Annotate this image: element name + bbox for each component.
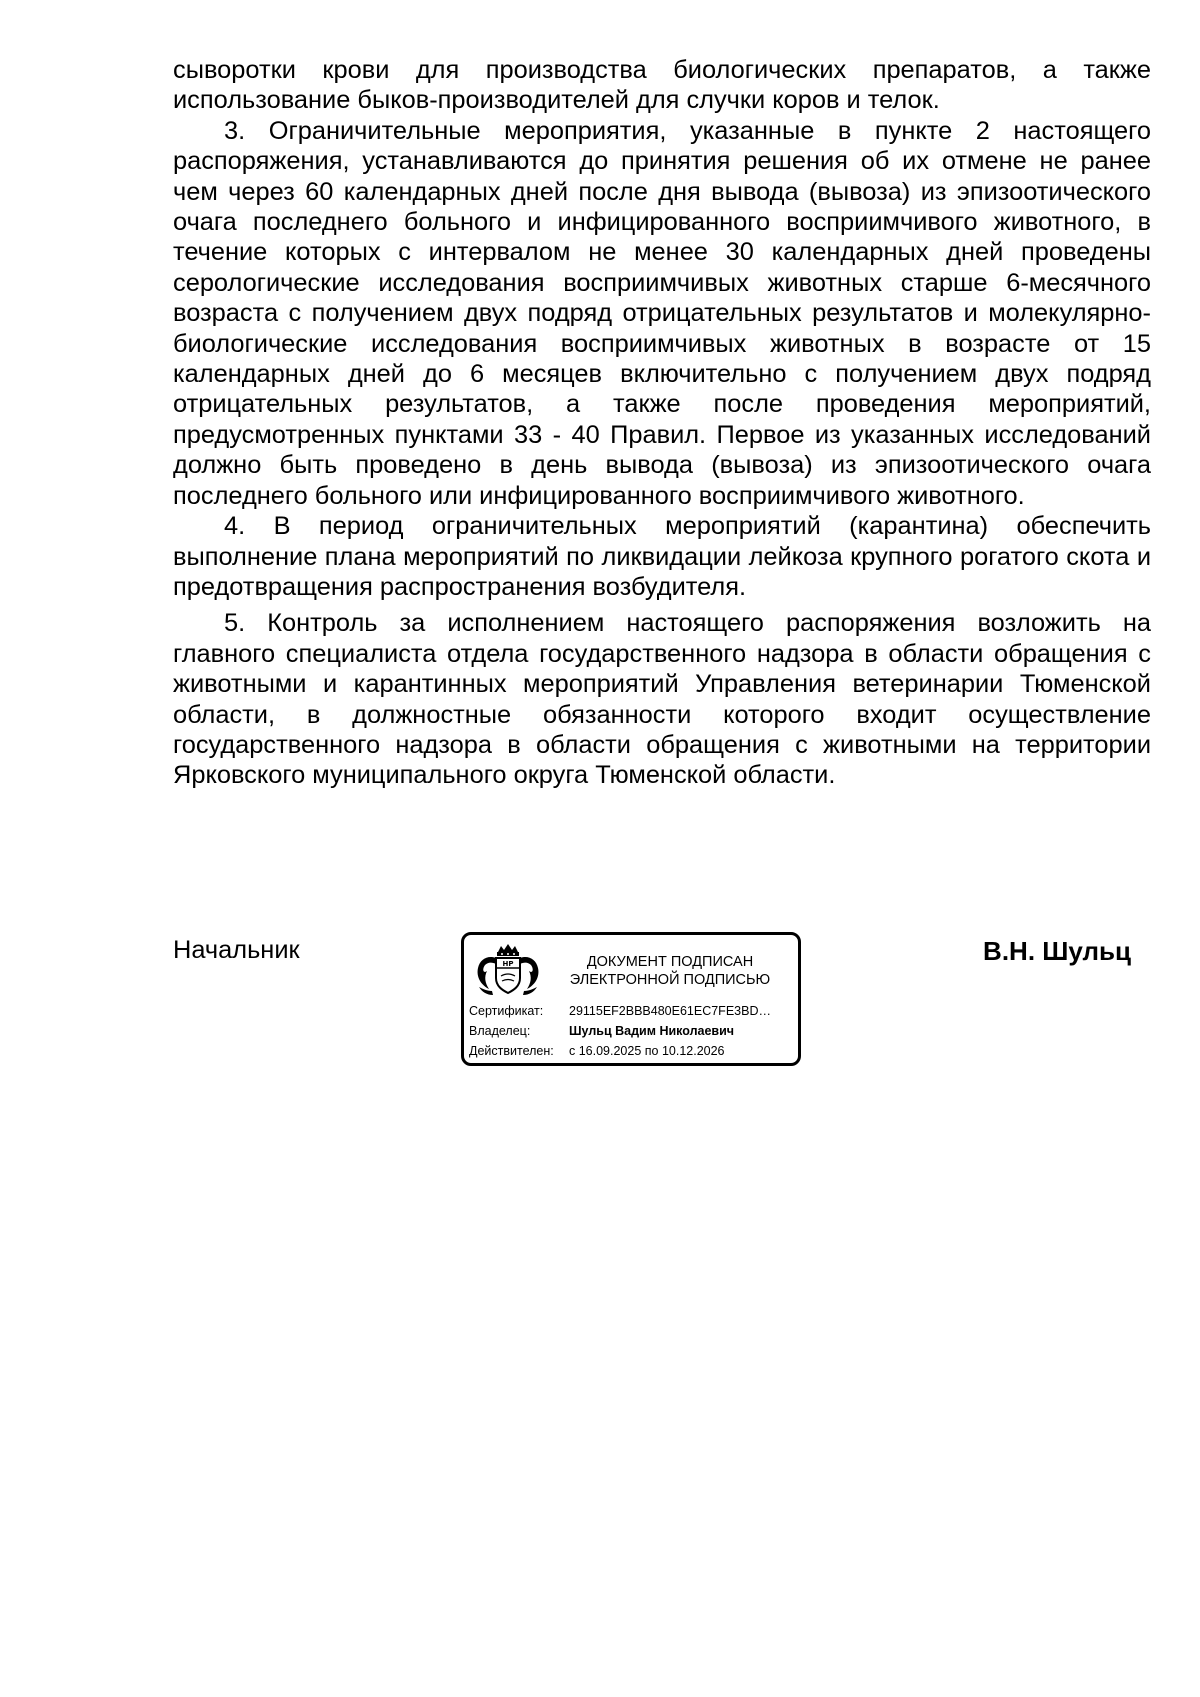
electronic-signature-stamp <box>461 932 801 1066</box>
signer-name: В.Н. Шульц <box>983 936 1131 966</box>
paragraph-item-4: 4. В период ограничительных мероприятий (карантина) обеспечить выполнение плана мероприятий по ликвидации лейкоза крупного рогатого скота и предотвращения распространения возбудителя. <box>173 512 1151 601</box>
signature-block <box>173 932 1151 1092</box>
stamp-owner-row <box>469 1024 734 1038</box>
stamp-heading-line-2: ЭЛЕКТРОННОЙ ПОДПИСЬЮ <box>569 972 771 988</box>
paragraph-item-3: 3. Ограничительные мероприятия, указанные в пункте 2 настоящего распоряжения, устанавливаются до принятия решения об их отмене не ранее чем через 60 календарных дней после дня вывода (вывоза) из эпизоотического очага последнего больного и инфицированного восприимчивого животного, в течение которых с интервалом не менее 30 календарных дней проведены серологические исследования восприимчивых животных старше 6-месячного возраста с получением двух подряд отрицательных результатов и молекулярно-биологические исследования восприимчивых животных в возрасте от 15 календарных дней до 6 месяцев включительно с получением двух подряд отрицательных результатов, а также после проведения мероприятий, предусмотренных пунктами 33 - 40 Правил. Первое из указанных исследований должно быть проведено в день вывода (вывоза) из эпизоотического очага последнего больного или инфицированного восприимчивого животного. <box>173 116 1151 510</box>
tyumen-coat-of-arms-icon <box>474 941 542 999</box>
stamp-heading <box>552 953 788 989</box>
paragraph-item-5: 5. Контроль за исполнением настоящего распоряжения возложить на главного специалиста отдела государственного надзора в области обращения с животными и карантинных мероприятий Управления ветеринарии Тюменской области, в должностные обязанности которого входит осуществление государственного надзора в области обращения с животными на территории Ярковского муниципального округа Тюменской области. <box>173 609 1151 790</box>
stamp-certificate-row <box>469 1004 771 1018</box>
document-body <box>173 55 1151 791</box>
owner-label: Владелец: <box>469 1024 531 1038</box>
stamp-validity-row <box>469 1044 725 1058</box>
valid-label: Действителен: <box>469 1044 554 1058</box>
paragraph-continuation: сыворотки крови для производства биологических препаратов, а также использование быков-производителей для случки коров и телок. <box>173 56 1151 115</box>
valid-value: с 16.09.2025 по 10.12.2026 <box>569 1044 725 1058</box>
stamp-heading-line-1: ДОКУМЕНТ ПОДПИСАН <box>586 954 754 970</box>
certificate-value: 29115EF2BBB480E61EC7FE3BD… <box>569 1004 771 1018</box>
certificate-label: Сертификат: <box>469 1004 544 1018</box>
signer-position: Начальник <box>173 936 300 964</box>
emblem-lettering: НР <box>502 960 514 968</box>
owner-value: Шульц Вадим Николаевич <box>569 1024 735 1038</box>
